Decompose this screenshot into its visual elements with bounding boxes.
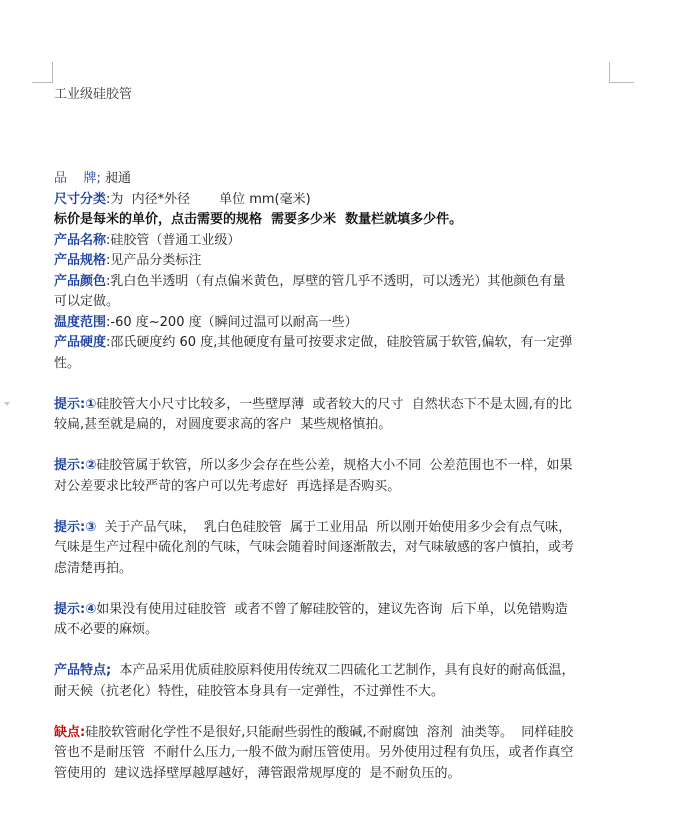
drawbacks-value: 硅胶软管耐化学性不是很好,只能耐些弱性的酸碱,不耐腐蚀 溶剂 油类等。 同样硅胶 bbox=[85, 724, 574, 740]
spacer bbox=[54, 579, 614, 600]
spacer bbox=[54, 436, 614, 457]
product-name-label: 产品名称 bbox=[54, 232, 107, 248]
tip1-line-2: 较扁,甚至就是扁的，对圆度要求高的客户 某些规格慎拍。 bbox=[54, 417, 392, 432]
product-color-label: 产品颜色 bbox=[54, 273, 107, 289]
tip1-value: 硅胶管大小尺寸比较多，一些壁厚薄 或者较大的尺寸 自然状态下不是太圆,有的比 bbox=[96, 396, 572, 412]
product-spec-line bbox=[54, 251, 614, 272]
drawbacks-line-3: 管使用的 建议选择壁厚越厚越好，薄管跟常规厚度的 是不耐负压的。 bbox=[54, 765, 461, 781]
tip2-value: 硅胶管属于软管，所以多少会存在些公差，规格大小不同 公差范围也不一样，如果 bbox=[96, 458, 573, 473]
page-corner-mark bbox=[52, 62, 53, 82]
product-color-line-2: 可以定做。 bbox=[54, 294, 120, 309]
hardness-line-2: 性。 bbox=[54, 355, 81, 371]
features-value: 本产品采用优质硅胶原料使用传统双二四硫化工艺制作，具有良好的耐高低温， bbox=[111, 663, 575, 678]
drawbacks-line-2: 管也不是耐压管 不耐什么压力,一般不做为耐压管使用。另外使用过程有负压，或者作真空 bbox=[54, 745, 574, 760]
tip4-line bbox=[54, 600, 614, 621]
tip3-line bbox=[54, 518, 614, 539]
size-value: :为 内径*外径 单位 mm(毫米) bbox=[106, 191, 311, 207]
spacer bbox=[54, 641, 614, 662]
tip3-label: 提示:③ bbox=[54, 519, 97, 535]
tip3-line-2: 气味是生产过程中硫化剂的气味，气味会随着时间逐渐散去，对气味敏感的客户慎拍，或考 bbox=[54, 540, 575, 555]
drawbacks-label: 缺点: bbox=[54, 724, 86, 740]
spacer bbox=[54, 702, 614, 723]
document-body bbox=[54, 169, 614, 784]
tip1-line bbox=[54, 395, 614, 416]
page-corner-mark bbox=[32, 82, 53, 83]
spacer bbox=[54, 497, 614, 518]
tip4-value: 如果没有使用过硅胶管 或者不曾了解硅胶管的，建议先咨询 后下单，以免错购造 bbox=[96, 601, 568, 617]
page-corner-mark bbox=[609, 62, 610, 82]
features-label: 产品特点; bbox=[54, 663, 112, 678]
hardness-value: :邵氏硬度约 60 度,其他硬度有量可按要求定做，硅胶管属于软管,偏软，有一定弹 bbox=[106, 335, 573, 350]
brand-label: 品 牌; bbox=[54, 171, 101, 186]
features-line-2: 耐天候（抗老化）特性，硅胶管本身具有一定弹性，不过弹性不大。 bbox=[54, 683, 445, 699]
product-color-value: :乳白色半透明（有点偏米黄色，厚壁的管几乎不透明，可以透光）其他颜色有量 bbox=[106, 273, 566, 289]
product-spec-value: :见产品分类标注 bbox=[106, 253, 202, 268]
product-name-line bbox=[54, 231, 614, 252]
size-label: 尺寸分类 bbox=[54, 191, 107, 207]
price-note: 标价是每米的单价，点击需要的规格 需要多少米 数量栏就填多少件。 bbox=[54, 212, 463, 227]
brand-line bbox=[54, 169, 614, 190]
tip3-line-3: 虑清楚再拍。 bbox=[54, 560, 133, 576]
collapse-arrow-icon[interactable] bbox=[4, 402, 10, 406]
product-color-line bbox=[54, 272, 614, 293]
page-corner-mark bbox=[609, 82, 634, 83]
product-spec-label: 产品规格 bbox=[54, 253, 107, 268]
temperature-value: :-60 度~200 度（瞬间过温可以耐高一些） bbox=[106, 314, 358, 330]
tip1-label: 提示:① bbox=[54, 396, 97, 412]
temperature-label: 温度范围 bbox=[54, 314, 107, 330]
tip4-line-2: 成不必要的麻烦。 bbox=[54, 622, 159, 637]
spacer bbox=[54, 374, 614, 395]
size-line bbox=[54, 190, 614, 211]
product-name-value: :硅胶管（普通工业级） bbox=[106, 232, 241, 248]
tip4-label: 提示:④ bbox=[54, 601, 97, 617]
hardness-line bbox=[54, 333, 614, 354]
page-title: 工业级硅胶管 bbox=[54, 87, 133, 102]
tip3-value: 关于产品气味， 乳白色硅胶管 属于工业用品 所以刚开始使用多少会有点气味， bbox=[96, 519, 572, 535]
brand-value: 昶通 bbox=[100, 171, 132, 186]
drawbacks-line bbox=[54, 723, 614, 744]
tip2-line-2: 对公差要求比较严苛的客户可以先考虑好 再选择是否购买。 bbox=[54, 478, 401, 494]
hardness-label: 产品硬度 bbox=[54, 335, 107, 350]
features-line bbox=[54, 661, 614, 682]
temperature-line bbox=[54, 313, 614, 334]
tip2-line bbox=[54, 456, 614, 477]
tip2-label: 提示:② bbox=[54, 458, 97, 473]
